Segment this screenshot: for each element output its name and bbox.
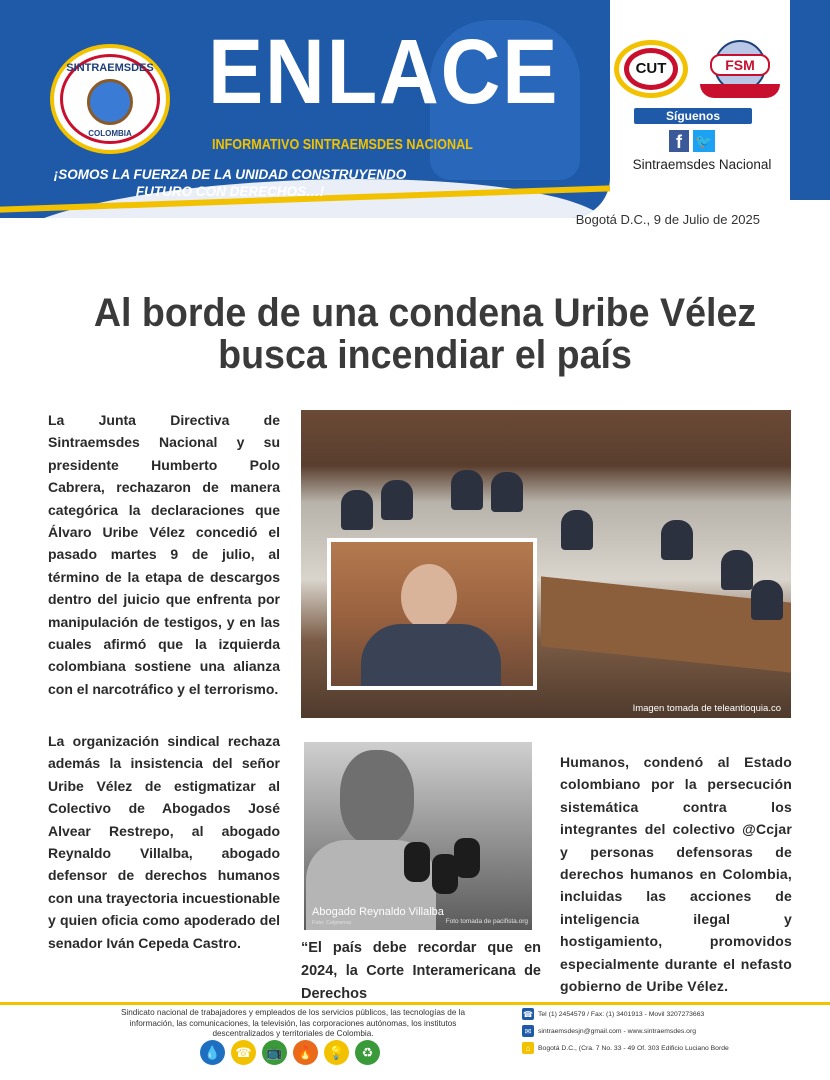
phone-icon: ☎ <box>523 1009 533 1019</box>
twitter-icon[interactable]: 🐦 <box>693 130 715 152</box>
light-icon: 💡 <box>324 1040 349 1065</box>
cut-logo: CUT <box>614 40 688 98</box>
article-paragraph-1: La Junta Directiva de Sintraemsdes Nacional y su presidente Humberto Polo Cabrera, rechazaron de manera categórica la declaraciones que Álvaro Uribe Vélez concedió el pasado martes 9 de julio, al término de la etapa de descargos dentro del juicio que enfrenta por manipulación de testigos, y en las cuales afirmó que la izquierda colombiana sostiene una alianza con el narcotráfico y el terrorismo. <box>48 412 280 697</box>
article-paragraph-2: La organización sindical rechaza además la insistencia del señor Uribe Vélez de estigmatizar al Colectivo de Abogados José Alvear Restrepo, al abogado Reynaldo Villalba, abogado defensor de derechos humanos con una trayectoria incuestionable y quien oficia como apoderado del senador Iván Cepeda Castro. <box>48 733 280 951</box>
lawyer-photo <box>304 742 532 930</box>
footer-divider <box>0 1002 830 1005</box>
contact-email: ✉ sintraemsdesjn@gmail.com - www.sintraemsdes.org <box>522 1025 696 1037</box>
tv-icon: 📺 <box>262 1040 287 1065</box>
contact-phone: ☎ Tel (1) 2454579 / Fax: (1) 3401913 - Movil 3207273663 <box>523 1009 705 1019</box>
recycle-icon: ♻ <box>355 1040 380 1065</box>
facebook-icon[interactable]: f <box>669 130 689 152</box>
footer-organization: Sindicato nacional de trabajadores y empleados de los servicios públicos, las tecnologías de la información, las comunicaciones, la televisión, las corporaciones autónomas, los institutos descentralizados y territoriales de Colombia. <box>120 1008 466 1038</box>
publication-subtitle: INFORMATIVO SINTRAEMSDES NACIONAL <box>212 136 473 153</box>
slogan: ¡SOMOS LA FUERZA DE LA UNIDAD CONSTRUYENDO FUTURO CON DERECHOS…! <box>53 167 407 199</box>
article-quote: “El país debe recordar que en 2024, la Corte Interamericana de Derechos <box>301 940 541 1002</box>
photo-caption: Abogado Reynaldo Villalba <box>312 906 444 918</box>
publication-date: Bogotá D.C., 9 de Julio de 2025 <box>575 212 760 227</box>
inset-portrait <box>327 538 537 690</box>
gas-icon: 🔥 <box>293 1040 318 1065</box>
fsm-logo: FSM <box>698 40 782 100</box>
publication-title: ENLACE <box>208 21 560 123</box>
photo-caption: Imagen tomada de teleantioquia.co <box>632 703 781 714</box>
hearing-photo <box>301 410 791 718</box>
header-side-band <box>790 0 830 200</box>
service-icons <box>200 1040 380 1065</box>
mail-icon: ✉ <box>522 1025 534 1037</box>
phone-icon: ☎ <box>231 1040 256 1065</box>
location-icon: ⌂ <box>522 1042 534 1054</box>
water-icon: 💧 <box>200 1040 225 1065</box>
follow-label: Síguenos <box>634 108 752 124</box>
contact-address: ⌂ Bogotá D.C., (Cra. 7 No. 33 - 49 Of. 303 Edificio Luciano Borde <box>522 1042 729 1054</box>
social-handle: Sintraemsdes Nacional <box>632 157 772 172</box>
article-paragraph-3: Humanos, condenó al Estado colombiano por la persecución sistemática contra los integrantes del colectivo @Ccjar y personas defensoras de derechos humanos en Colombia, incluidas las acciones de inteligencia ilegal y hostigamiento, promovidos especialmente durante el nefasto gobierno de Uribe Vélez. <box>560 754 792 995</box>
sintraemsdes-logo: SINTRAEMSDES COLOMBIA <box>50 44 170 154</box>
photo-credit: Foto: Colprensa <box>312 920 352 926</box>
article-headline: Al borde de una condena Uribe Vélez busca incendiar el país <box>93 291 757 377</box>
photo-credit: Foto tomada de pacifista.org <box>445 918 528 925</box>
